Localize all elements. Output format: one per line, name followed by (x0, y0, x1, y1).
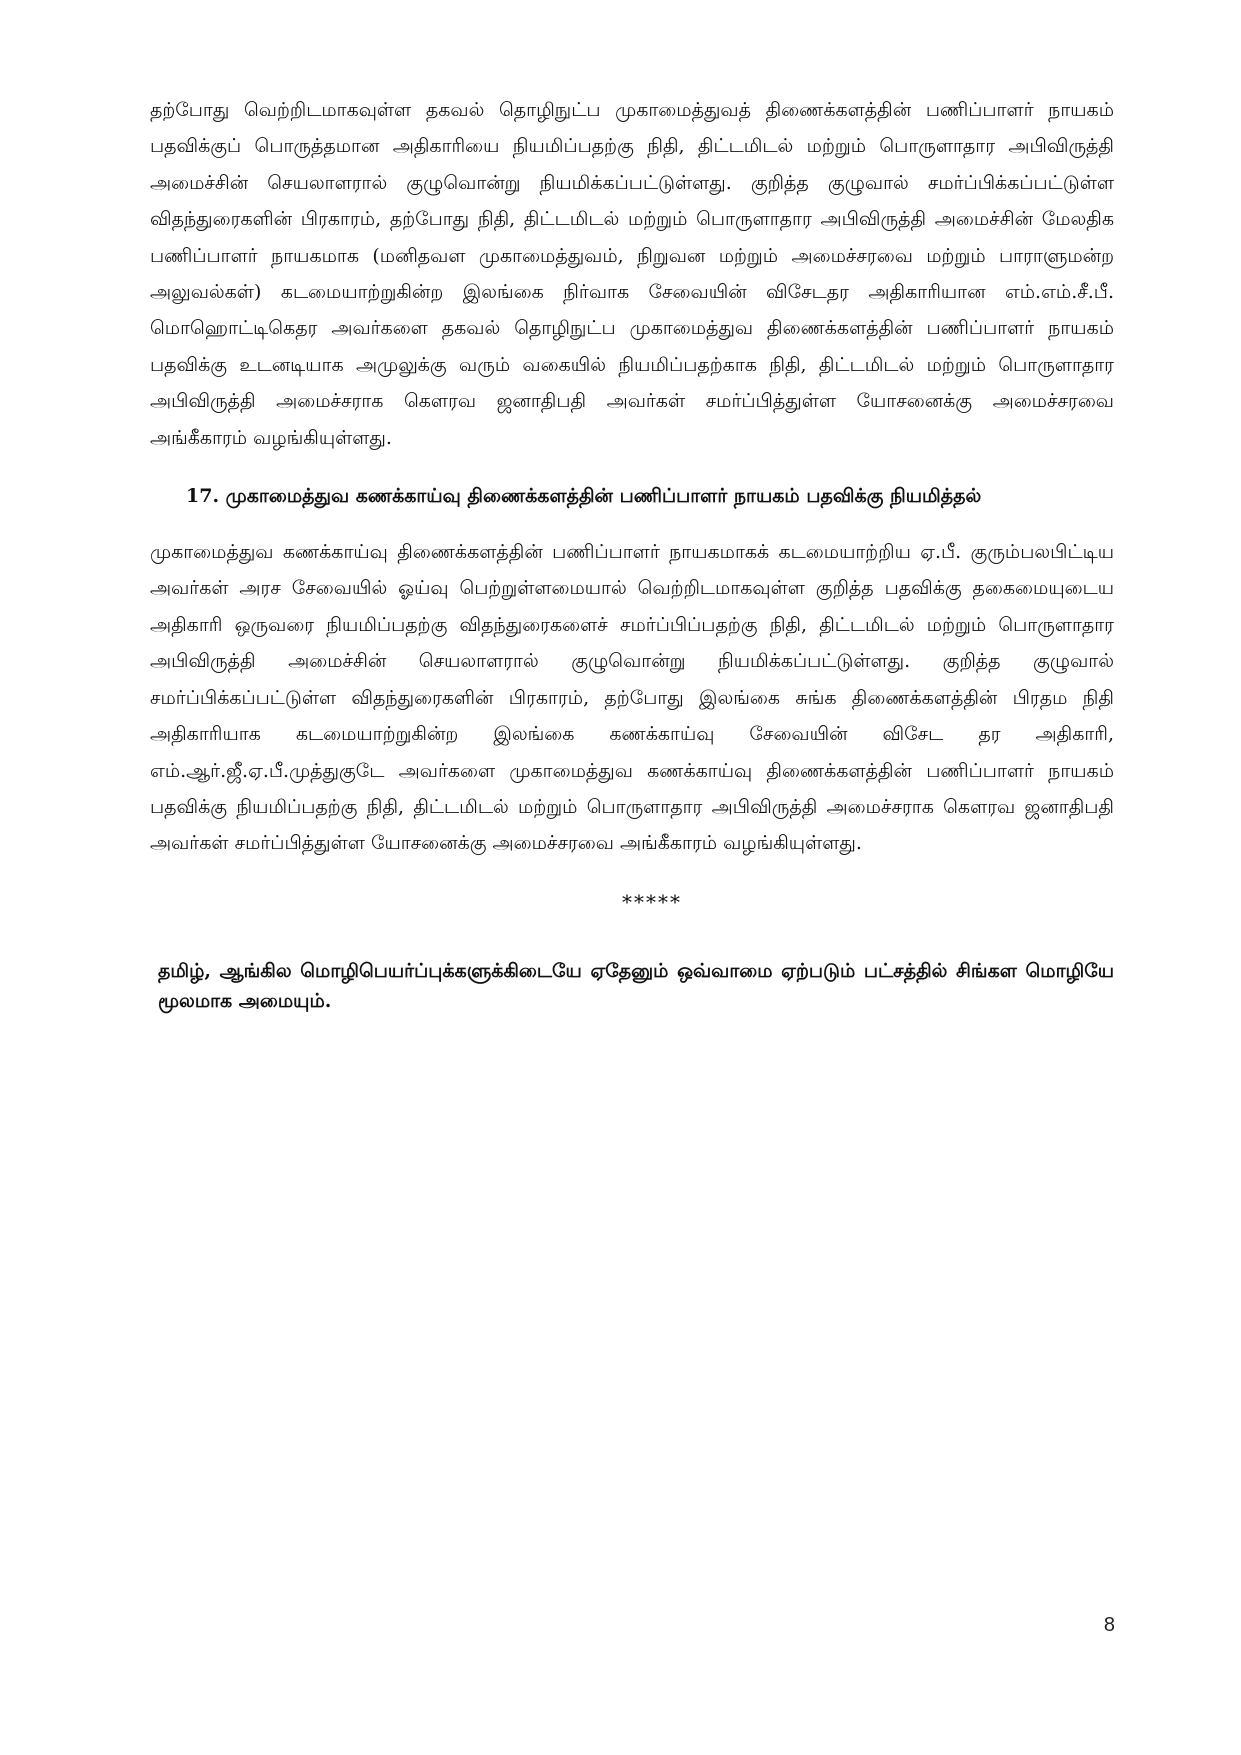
paragraph-audit-appointment: முகாமைத்துவ கணக்காய்வு திணைக்களத்தின் பணிப்பாளர் நாயகமாகக் கடமையாற்றிய ஏ.பீ. குரும்பலபிட்டிய அவர்கள் அரச சேவையில் ஓய்வு பெற்றுள்ளமையால் வெற்றிடமாகவுள்ள குறித்த பதவிக்கு தகைமையுடைய அதிகாரி ஒருவரை நியமிப்பதற்கு விதந்துரைகளைச் சமர்ப்பிப்பதற்கு நிதி, திட்டமிடல் மற்றும் பொருளாதார அபிவிருத்தி அமைச்சின் செயலாளரால் குழுவொன்று நியமிக்கப்பட்டுள்ளது. குறித்த குழுவால் சமர்ப்பிக்கப்பட்டுள்ள விதந்துரைகளின் பிரகாரம், தற்போது இலங்கை சுங்க திணைக்களத்தின் பிரதம நிதி அதிகாரியாக கடமையாற்றுகின்ற இலங்கை கணக்காய்வு சேவையின் விசேட தர அதிகாரி, எம்.ஆர்.ஜீ.ஏ.பீ.முத்துகுடே அவர்களை முகாமைத்துவ கணக்காய்வு திணைக்களத்தின் பணிப்பாளர் நாயகம் பதவிக்கு நியமிப்பதற்கு நிதி, திட்டமிடல் மற்றும் பொருளாதார அபிவிருத்தி அமைச்சராக கௌரவ ஜனாதிபதி அவர்கள் சமர்ப்பித்துள்ள யோசனைக்கு அமைச்சரவை அங்கீகாரம் வழங்கியுள்ளது. (150, 541, 1114, 855)
section-separator: ***** (622, 889, 682, 914)
document-page (150, 92, 1114, 1016)
section-heading-17: 17. முகாமைத்துவ கணக்காய்வு திணைக்களத்தின் பணிப்பாளர் நாயகம் பதவிக்கு நியமித்தல் (186, 485, 982, 508)
page-number: 8 (1103, 1614, 1115, 1636)
paragraph-it-management-appointment: தற்போது வெற்றிடமாகவுள்ள தகவல் தொழிநுட்ப முகாமைத்துவத் திணைக்களத்தின் பணிப்பாளர் நாயகம் பதவிக்குப் பொருத்தமான அதிகாரியை நியமிப்பதற்கு நிதி, திட்டமிடல் மற்றும் பொருளாதார அபிவிருத்தி அமைச்சின் செயலாளரால் குழுவொன்று நியமிக்கப்பட்டுள்ளது. குறித்த குழுவால் சமர்ப்பிக்கப்பட்டுள்ள விதந்துரைகளின் பிரகாரம், தற்போது நிதி, திட்டமிடல் மற்றும் பொருளாதார அபிவிருத்தி அமைச்சின் மேலதிக பணிப்பாளர் நாயகமாக (மனிதவள முகாமைத்துவம், நிறுவன மற்றும் அமைச்சரவை மற்றும் பாராளுமன்ற அலுவல்கள்) கடமையாற்றுகின்ற இலங்கை நிர்வாக சேவையின் விசேடதர அதிகாரியான எம்.எம்.சீ.பீ. மொஹொட்டிகெதர அவர்களை தகவல் தொழிநுட்ப முகாமைத்துவ திணைக்களத்தின் பணிப்பாளர் நாயகம் பதவிக்கு உடனடியாக அமுலுக்கு வரும் வகையில் நியமிப்பதற்காக நிதி, திட்டமிடல் மற்றும் பொருளாதார அபிவிருத்தி அமைச்சராக கௌரவ ஜனாதிபதி அவர்கள் சமர்ப்பித்துள்ள யோசனைக்கு அமைச்சரவை அங்கீகாரம் வழங்கியுள்ளது. (150, 99, 1114, 449)
translation-note: தமிழ், ஆங்கில மொழிபெயர்ப்புக்களுக்கிடையே ஏதேனும் ஒவ்வாமை ஏற்படும் பட்சத்தில் சிங்கள மொழியே மூலமாக அமையும். (158, 959, 1114, 1012)
